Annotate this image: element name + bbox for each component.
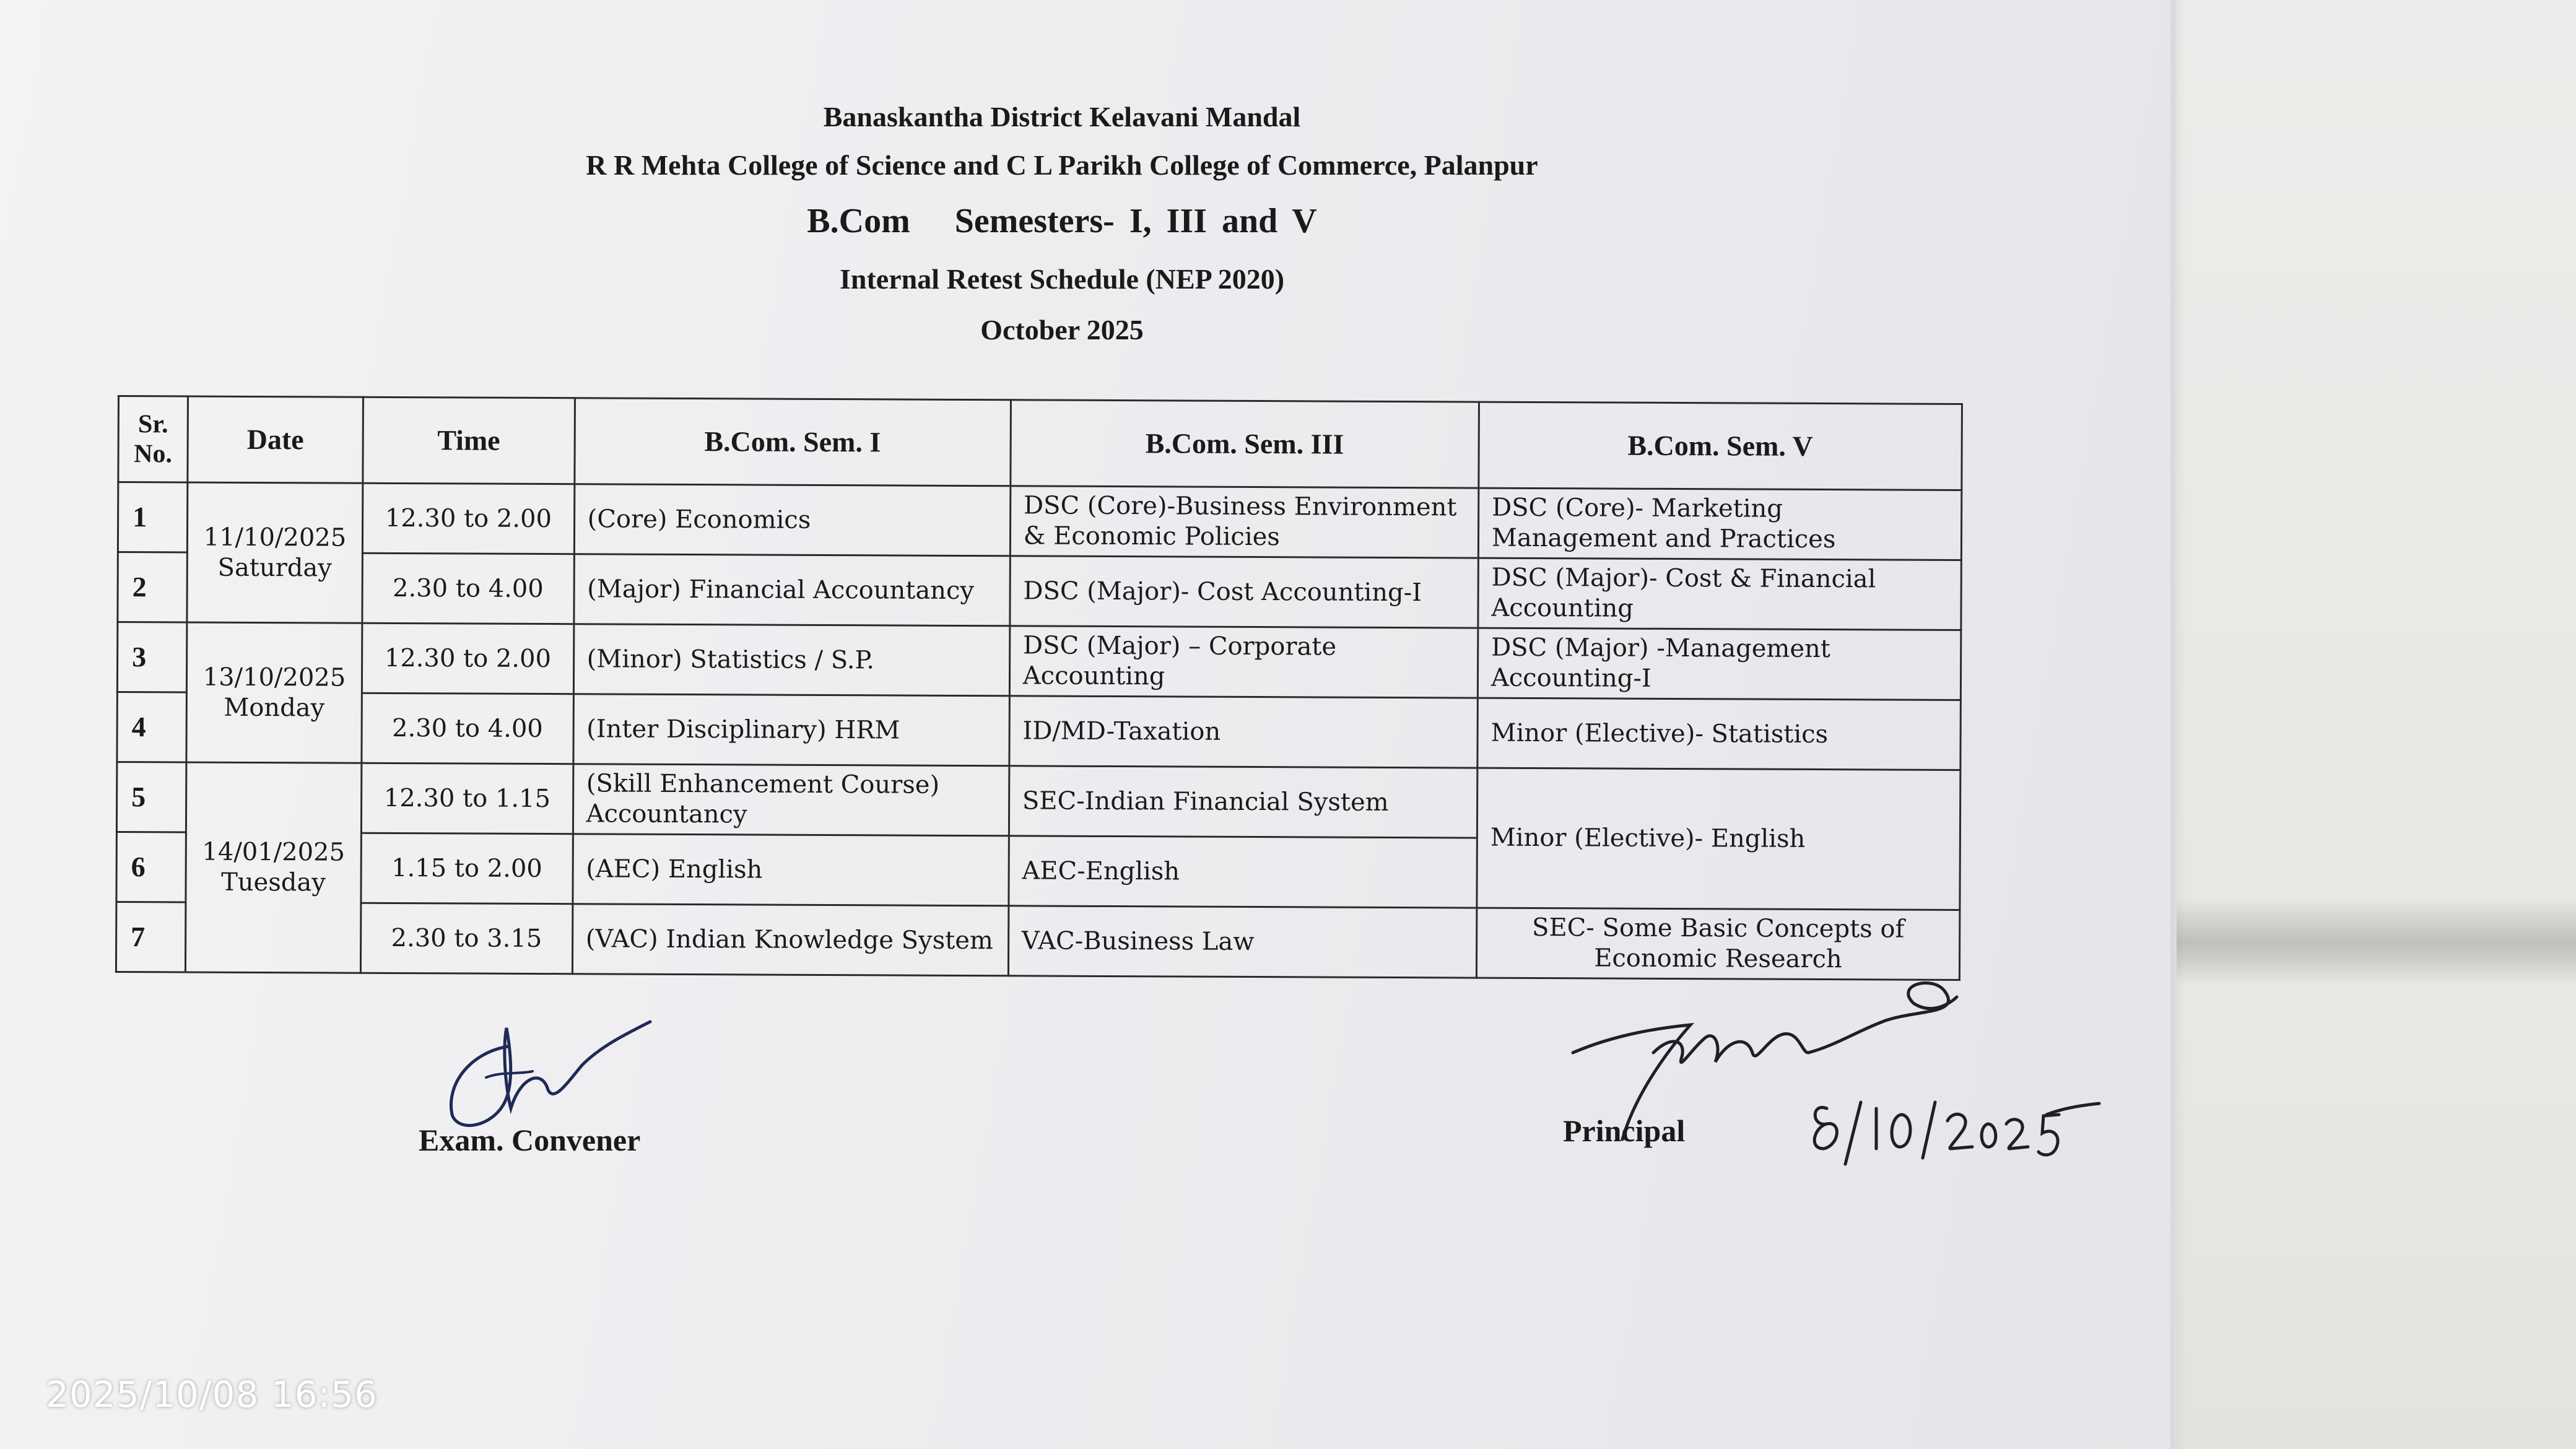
- sr-cell: 1: [118, 482, 187, 552]
- day-value: Monday: [224, 693, 325, 722]
- sr-cell: 5: [116, 762, 186, 832]
- date-cell: [186, 622, 362, 763]
- sr-cell: 6: [116, 832, 186, 902]
- paper-edge-shadow: [2170, 0, 2187, 1449]
- retest-schedule-table: [115, 395, 1963, 981]
- table-row: [116, 902, 1959, 980]
- sem1-cell: (AEC) English: [572, 834, 1009, 906]
- sem1-cell: (VAC) Indian Knowledge System: [572, 904, 1009, 976]
- sem1-cell: (Skill Enhancement Course) Accountancy: [573, 764, 1009, 836]
- sem3-cell: DSC (Major)- Cost Accounting-I: [1010, 556, 1479, 628]
- time-cell: 12.30 to 2.00: [362, 483, 574, 554]
- header-sr-no: Sr. No.: [118, 396, 188, 482]
- time-cell: 2.30 to 4.00: [362, 553, 574, 624]
- date-cell: [187, 482, 363, 623]
- header-sem5: B.Com. Sem. V: [1479, 402, 1962, 490]
- time-cell: 2.30 to 4.00: [362, 693, 573, 764]
- sem1-cell: (Major) Financial Accountancy: [573, 554, 1010, 626]
- institution-name: Banaskantha District Kelavani Mandal: [823, 101, 1301, 133]
- sem5-cell: DSC (Major)- Cost & Financial Accounting: [1478, 558, 1962, 630]
- sr-cell: 4: [117, 692, 186, 762]
- sem1-cell: (Minor) Statistics / S.P.: [573, 624, 1010, 696]
- time-cell: 12.30 to 1.15: [361, 763, 573, 833]
- sem5-cell: Minor (Elective)- Statistics: [1477, 698, 1961, 770]
- sem3-cell: DSC (Major) – Corporate Accounting: [1009, 626, 1478, 698]
- handwritten-date: [1808, 1090, 2105, 1177]
- sem5-cell: SEC- Some Basic Concepts of Economic Research: [1476, 908, 1960, 980]
- sem5-cell: Minor (Elective)- English: [1477, 768, 1960, 910]
- sem1-cell: (Inter Disciplinary) HRM: [573, 694, 1009, 766]
- table-row: [116, 762, 1960, 840]
- sr-cell: 7: [116, 902, 185, 972]
- time-cell: 12.30 to 2.00: [362, 623, 573, 694]
- sem5-cell: DSC (Core)- Marketing Management and Practices: [1478, 488, 1962, 560]
- header-time: Time: [363, 397, 575, 484]
- sem1-cell: (Core) Economics: [574, 484, 1011, 556]
- photo-timestamp: 2025/10/08 16:56: [46, 1373, 378, 1416]
- time-cell: 1.15 to 2.00: [361, 833, 573, 903]
- convener-signature: [433, 1009, 681, 1139]
- date-value: 11/10/2025: [203, 523, 347, 552]
- date-cell: [185, 762, 361, 973]
- sem3-cell: AEC-English: [1009, 836, 1477, 908]
- program-title: B.Com Semesters- I, III and V: [807, 202, 1317, 240]
- principal-label: Principal: [1563, 1113, 1686, 1148]
- sem3-cell: DSC (Core)-Business Environment & Economic Policies: [1010, 486, 1479, 558]
- time-cell: 2.30 to 3.15: [360, 903, 572, 973]
- header-date: Date: [188, 396, 363, 483]
- table-row: [118, 482, 1961, 560]
- header-sem3: B.Com. Sem. III: [1011, 400, 1479, 488]
- exam-convener-label: Exam. Convener: [419, 1123, 641, 1157]
- sem5-cell: DSC (Major) -Management Accounting-I: [1477, 628, 1961, 700]
- date-value: 13/10/2025: [202, 663, 346, 692]
- sr-cell: 3: [117, 622, 186, 692]
- sem3-cell: SEC-Indian Financial System: [1009, 766, 1477, 838]
- date-value: 14/01/2025: [202, 837, 346, 867]
- sem3-cell: ID/MD-Taxation: [1009, 696, 1478, 768]
- table-row: [117, 622, 1960, 700]
- header-sem1: B.Com. Sem. I: [574, 398, 1011, 486]
- table-header-row: [118, 396, 1962, 490]
- sem3-cell: VAC-Business Law: [1008, 906, 1477, 978]
- day-value: Saturday: [217, 553, 332, 583]
- schedule-month: October 2025: [980, 314, 1144, 346]
- table-row: [118, 552, 1961, 630]
- day-value: Tuesday: [221, 868, 326, 897]
- college-name: R R Mehta College of Science and C L Parikh College of Commerce, Palanpur: [586, 149, 1538, 181]
- background-wall: [2177, 0, 2576, 1449]
- table-row: [117, 692, 1960, 770]
- schedule-title: Internal Retest Schedule (NEP 2020): [839, 263, 1285, 295]
- sr-cell: 2: [118, 552, 187, 622]
